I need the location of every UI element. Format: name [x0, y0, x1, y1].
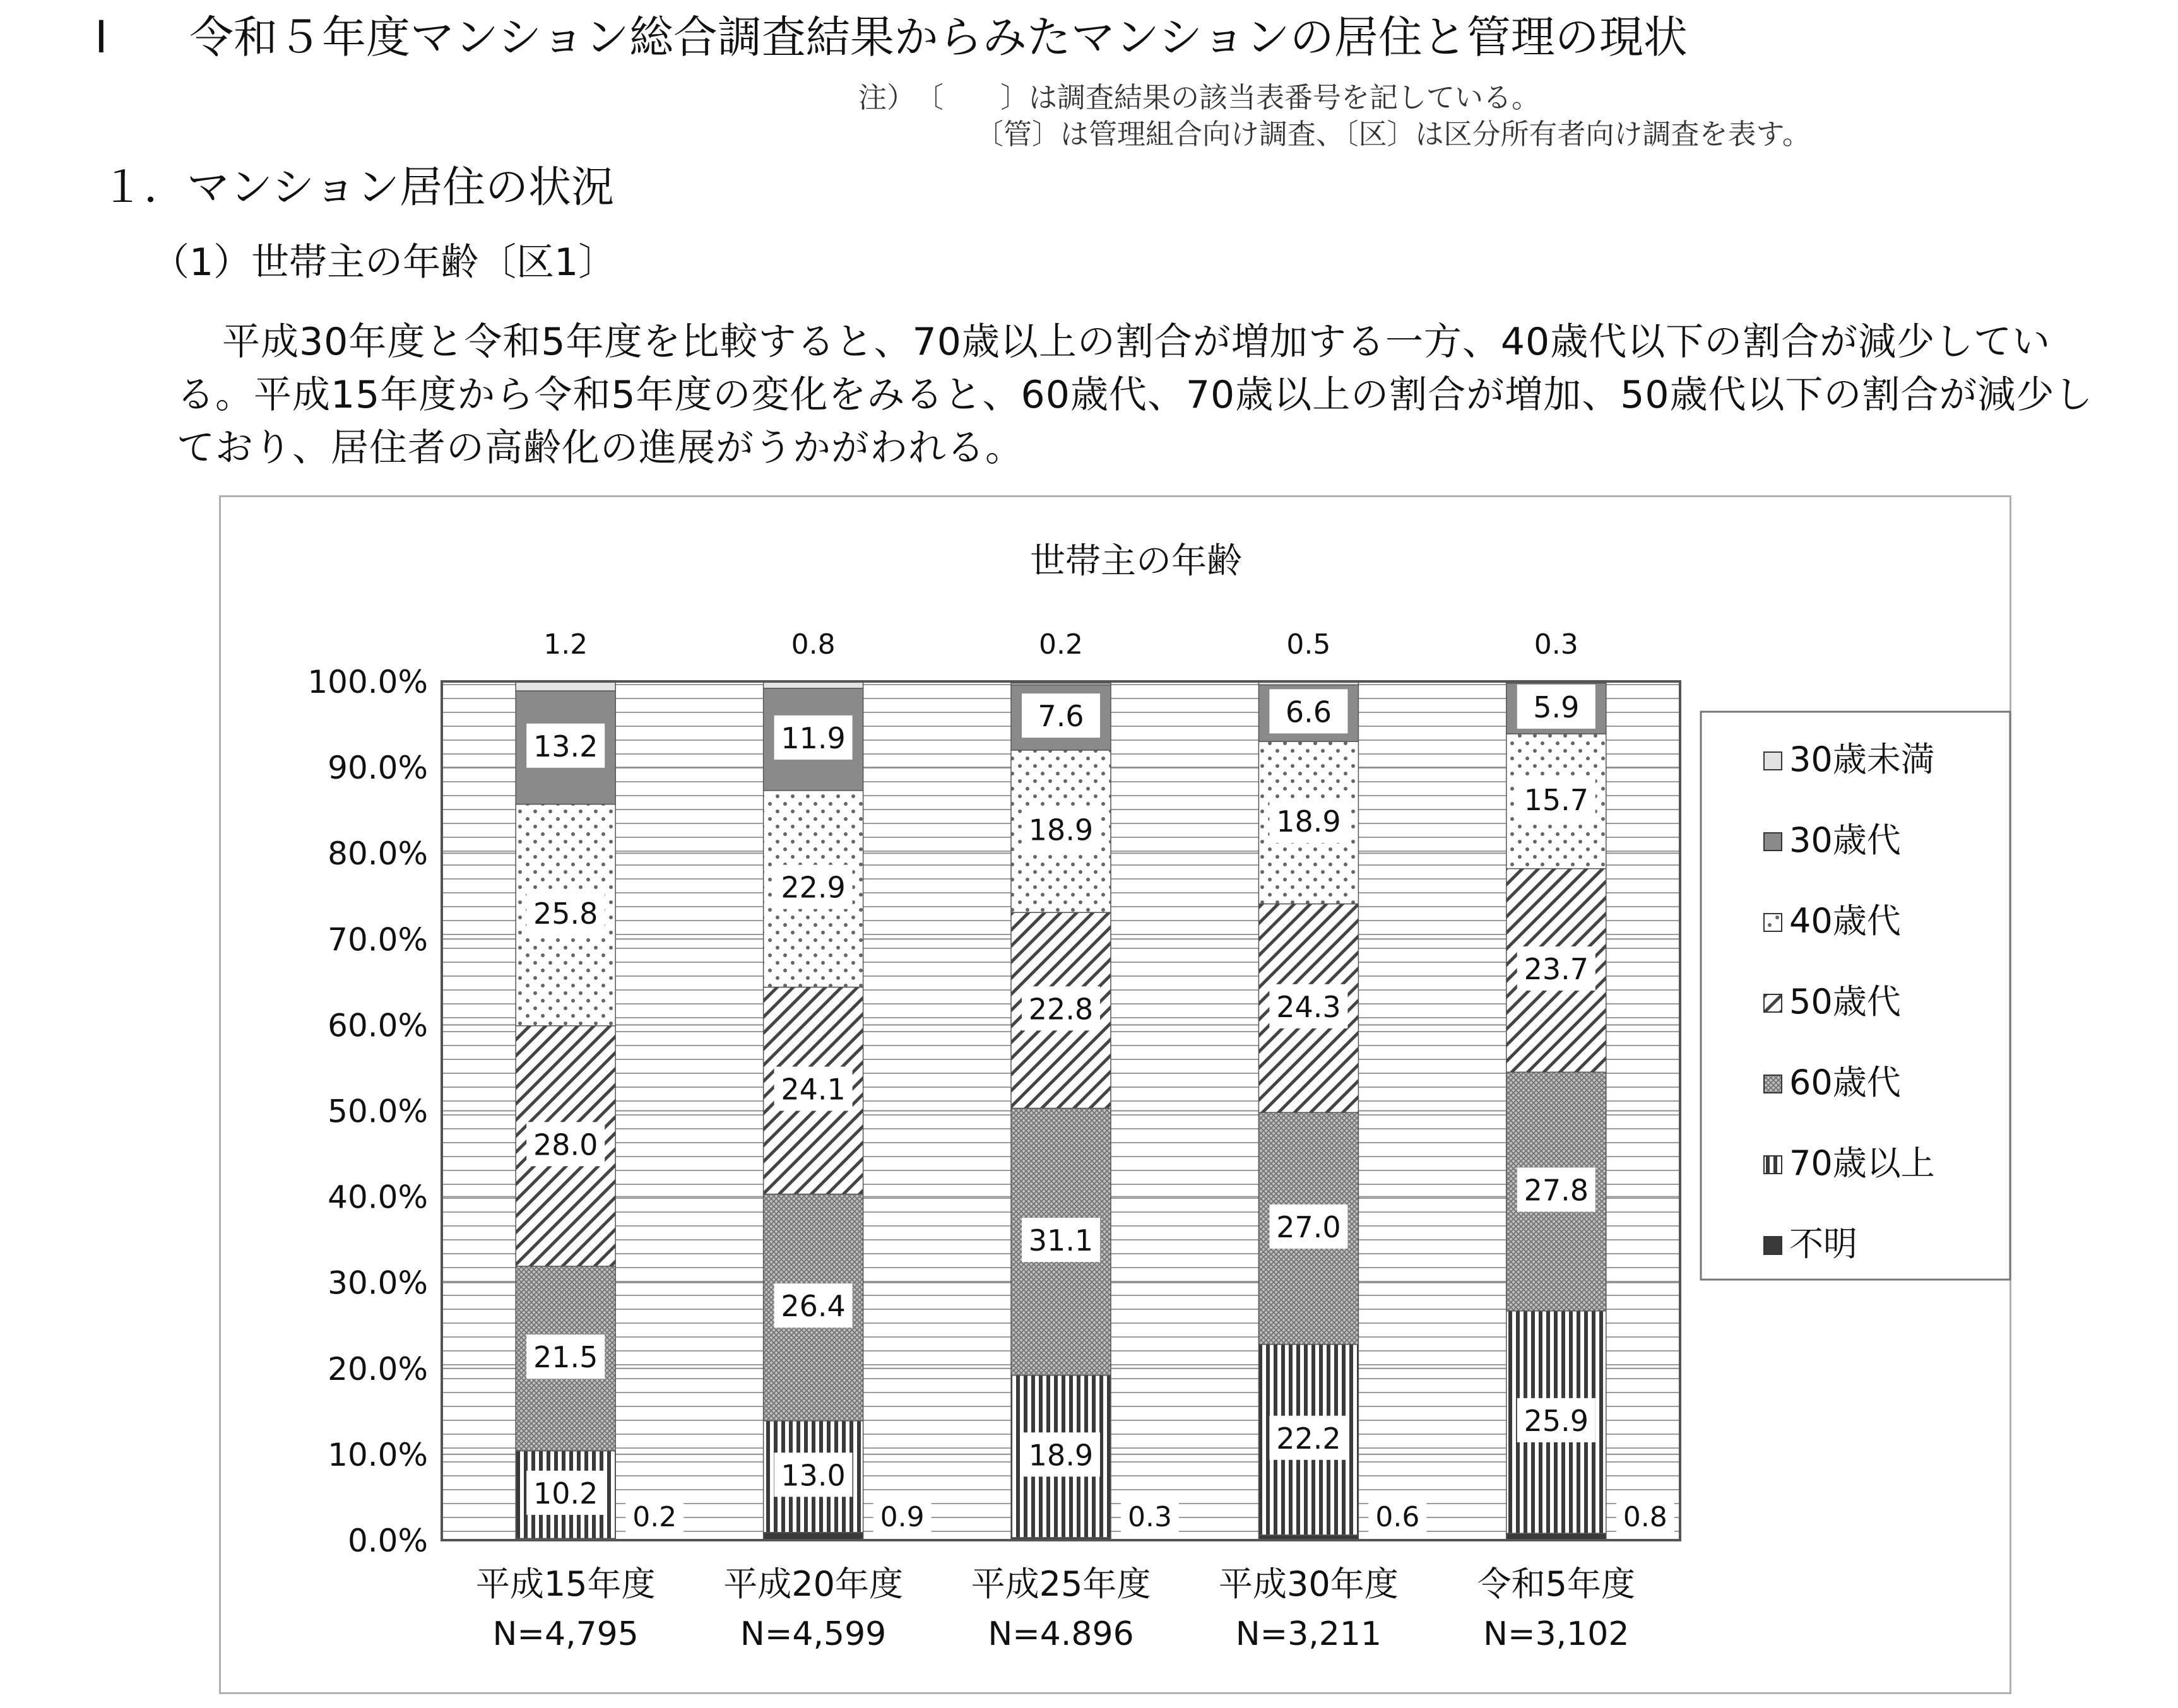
data-label: 13.2	[533, 729, 598, 763]
x-category-n: N=4.896	[988, 1615, 1134, 1653]
data-label: 22.2	[1276, 1421, 1341, 1456]
data-label: 25.8	[533, 897, 598, 931]
y-tick-label: 60.0%	[328, 1007, 428, 1044]
stacked-bar-chart	[221, 497, 2013, 1696]
data-label: 6.6	[1285, 695, 1332, 729]
data-label: 31.1	[1028, 1223, 1094, 1258]
data-label: 27.8	[1524, 1173, 1589, 1208]
data-label: 18.9	[1028, 813, 1094, 847]
legend-swatch	[1764, 1237, 1782, 1254]
data-label: 0.5	[1286, 628, 1331, 661]
x-category-label: 平成15年度	[475, 1564, 656, 1604]
x-category-label: 平成30年度	[1219, 1564, 1399, 1604]
legend-label: 30歳代	[1789, 820, 1901, 860]
legend-label: 不明	[1789, 1224, 1857, 1264]
y-tick-label: 20.0%	[328, 1350, 428, 1387]
data-label: 28.0	[533, 1128, 598, 1162]
chapter-number: I	[95, 11, 108, 63]
data-label: 0.8	[1623, 1501, 1667, 1533]
legend-label: 70歳以上	[1789, 1143, 1935, 1183]
legend-swatch	[1764, 914, 1782, 931]
legend-swatch	[1764, 833, 1782, 851]
chapter-title: 令和５年度マンション総合調査結果からみたマンションの居住と管理の現状	[189, 11, 1688, 63]
y-tick-label: 30.0%	[328, 1264, 428, 1302]
x-category-n: N=3,102	[1483, 1615, 1630, 1653]
y-tick-label: 90.0%	[328, 750, 428, 787]
body-paragraph: 平成30年度と令和5年度を比較すると、70歳以上の割合が増加する一方、40歳代以下の割合が減少している。平成15年度から令和5年度の変化をみると、60歳代、70歳以上の割合が増加、50歳代以下の割合が減少しており、居住者の高齢化の進展がうかがわれる。	[177, 320, 2093, 470]
data-label: 0.9	[880, 1501, 925, 1533]
data-label: 13.0	[781, 1458, 846, 1493]
data-label: 23.7	[1524, 951, 1589, 986]
legend	[1701, 712, 2010, 1280]
legend-label: 30歳未満	[1789, 739, 1935, 779]
note-line-2: 〔管〕は管理組合向け調査、〔区〕は区分所有者向け調査を表す。	[975, 117, 1811, 151]
data-label: 18.9	[1028, 1438, 1094, 1473]
chart-frame	[219, 495, 2011, 1694]
data-label: 0.6	[1375, 1501, 1420, 1533]
data-label: 22.8	[1028, 992, 1094, 1027]
legend-label: 40歳代	[1789, 901, 1901, 941]
data-label: 27.0	[1276, 1210, 1341, 1244]
data-label: 21.5	[533, 1340, 598, 1375]
legend-swatch	[1764, 752, 1782, 770]
chart-title: 世帯主の年齢	[1030, 541, 1242, 582]
legend-label: 50歳代	[1789, 982, 1901, 1022]
y-tick-label: 80.0%	[328, 835, 428, 873]
y-tick-label: 40.0%	[328, 1179, 428, 1216]
x-category-n: N=4,599	[740, 1615, 887, 1653]
data-label: 25.9	[1524, 1403, 1589, 1438]
legend-swatch	[1764, 994, 1782, 1012]
x-category-n: N=4,795	[492, 1615, 639, 1653]
chapter-heading	[95, 9, 1688, 66]
y-tick-label: 100.0%	[307, 664, 428, 700]
data-label: 10.2	[533, 1476, 598, 1511]
bar-segment	[1011, 683, 1111, 685]
data-label: 18.9	[1276, 804, 1341, 839]
data-label: 1.2	[543, 628, 588, 661]
data-label: 0.8	[791, 628, 836, 661]
data-label: 0.3	[1534, 628, 1578, 661]
y-tick-label: 50.0%	[328, 1093, 428, 1130]
data-label: 7.6	[1038, 699, 1084, 734]
data-label: 0.2	[1039, 628, 1083, 661]
data-label: 15.7	[1524, 782, 1589, 817]
legend-label: 60歳代	[1789, 1063, 1901, 1102]
legend-swatch	[1764, 1075, 1782, 1093]
subsection-title: （1）世帯主の年齢〔区1〕	[151, 240, 617, 285]
legend-swatch	[1764, 1156, 1782, 1174]
x-category-label: 平成25年度	[971, 1564, 1151, 1604]
data-label: 22.9	[781, 870, 846, 905]
note-line-1: 注） 〔 〕は調査結果の該当表番号を記している。	[858, 81, 1541, 114]
x-category-label: 令和5年度	[1477, 1564, 1635, 1604]
data-label: 0.3	[1128, 1501, 1172, 1533]
x-category-n: N=3,211	[1235, 1615, 1382, 1653]
data-label: 24.3	[1276, 989, 1341, 1024]
y-tick-label: 10.0%	[328, 1436, 428, 1473]
data-label: 26.4	[781, 1289, 846, 1324]
data-label: 24.1	[781, 1072, 846, 1107]
data-label: 0.2	[632, 1501, 677, 1533]
section-title: １．マンション居住の状況	[101, 163, 614, 213]
y-tick-label: 70.0%	[328, 921, 428, 958]
y-tick-label: 0.0%	[347, 1522, 428, 1559]
x-category-label: 平成20年度	[723, 1564, 903, 1604]
data-label: 11.9	[781, 721, 846, 755]
data-label: 5.9	[1533, 690, 1580, 724]
